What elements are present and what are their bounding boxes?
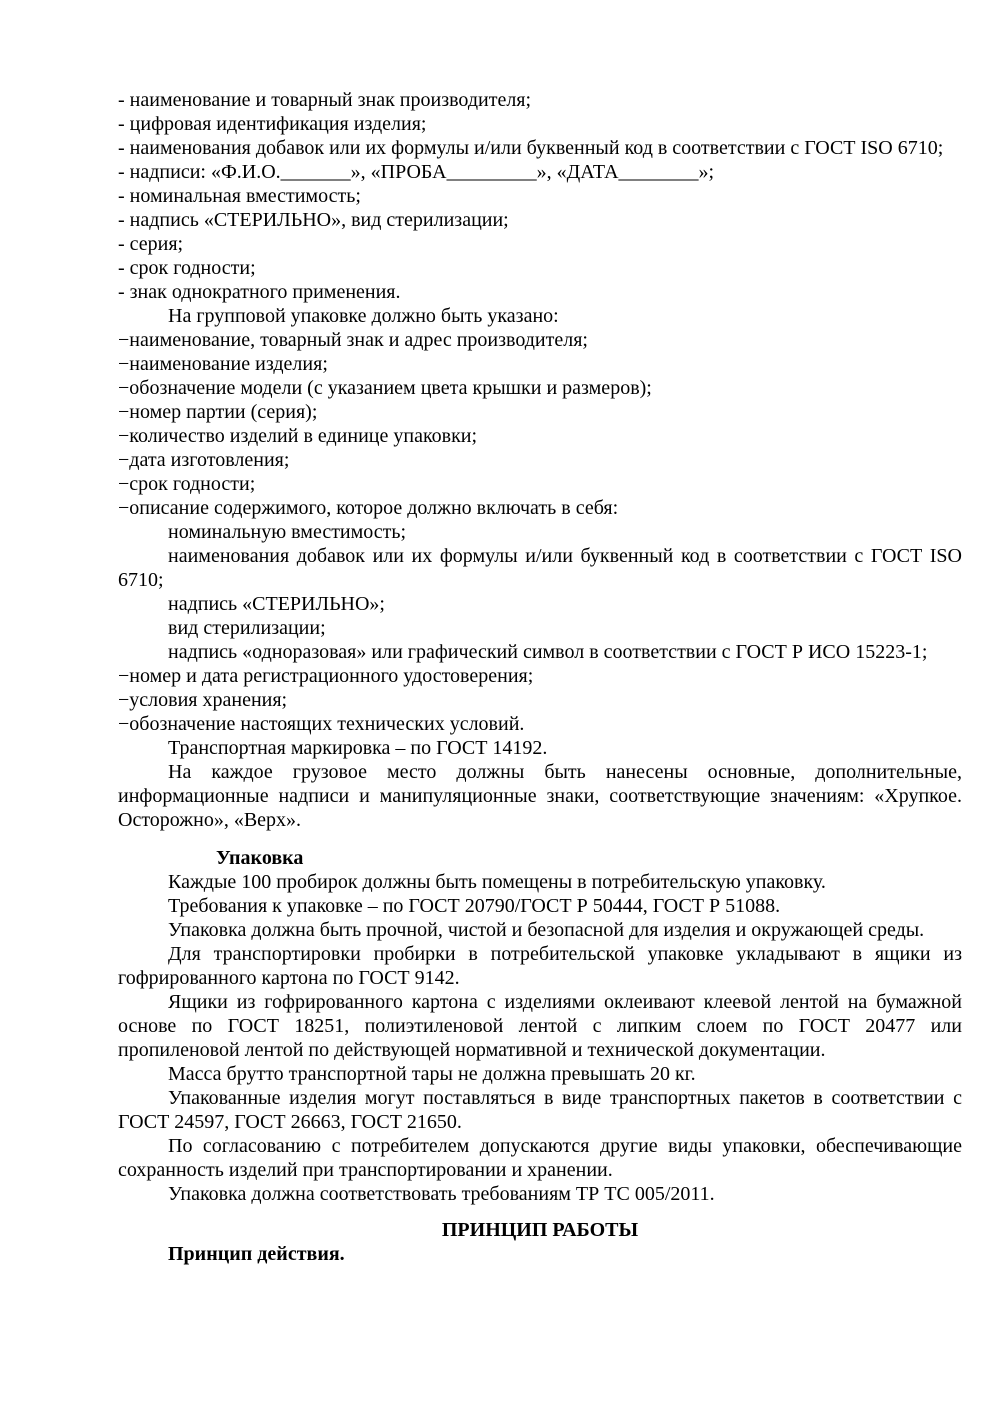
paragraph: На групповой упаковке должно быть указано: — [168, 305, 559, 327]
paragraph: Требования к упаковке – по ГОСТ 20790/ГОСТ Р 50444, ГОСТ Р 51088. — [168, 895, 781, 917]
list-item-hyphen: - серия; — [118, 233, 184, 255]
sub-list-item: наименования добавок или их формулы и/или буквенный код в соответствии с ГОСТ ISO 6710; — [118, 545, 962, 591]
list-item-hyphen: - надпись «СТЕРИЛЬНО», вид стерилизации; — [118, 209, 509, 231]
list-item-dash: −количество изделий в единице упаковки; — [118, 425, 478, 447]
list-item-dash: −номер партии (серия); — [118, 401, 318, 423]
list-item-hyphen: - номинальная вместимость; — [118, 185, 361, 207]
paragraph: Масса брутто транспортной тары не должна превышать 20 кг. — [168, 1063, 696, 1085]
list-item-dash: −срок годности; — [118, 473, 256, 495]
list-item-hyphen: - надписи: «Ф.И.О._______», «ПРОБА_________», «ДАТА________»; — [118, 161, 715, 183]
paragraph: Каждые 100 пробирок должны быть помещены в потребительскую упаковку. — [168, 871, 826, 893]
list-item-hyphen: - наименования добавок или их формулы и/или буквенный код в соответствии с ГОСТ ISO 6710; — [118, 137, 944, 159]
list-item-dash: −наименование изделия; — [118, 353, 328, 375]
list-item-dash: −условия хранения; — [118, 689, 288, 711]
paragraph: Для транспортировки пробирки в потребительской упаковке укладывают в ящики из гофрированного картона по ГОСТ 9142. — [118, 943, 962, 989]
list-item-hyphen: - знак однократного применения. — [118, 281, 401, 303]
paragraph: Упаковка должна соответствовать требованиям ТР ТС 005/2011. — [168, 1183, 715, 1205]
paragraph-bold: Принцип действия. — [168, 1243, 345, 1265]
sub-list-item: надпись «одноразовая» или графический символ в соответствии с ГОСТ Р ИСО 15223-1; — [168, 641, 928, 663]
list-item-dash: −обозначение модели (с указанием цвета крышки и размеров); — [118, 377, 652, 399]
list-item-dash: −наименование, товарный знак и адрес производителя; — [118, 329, 588, 351]
paragraph: Упакованные изделия могут поставляться в виде транспортных пакетов в соответствии с ГОСТ 24597, ГОСТ 26663, ГОСТ 21650. — [118, 1087, 962, 1133]
sub-list-item: вид стерилизации; — [168, 617, 326, 639]
section-title: ПРИНЦИП РАБОТЫ — [441, 1219, 639, 1241]
paragraph: Упаковка должна быть прочной, чистой и безопасной для изделия и окружающей среды. — [168, 919, 925, 941]
paragraph: Ящики из гофрированного картона с изделиями оклеивают клеевой лентой на бумажной основе по ГОСТ 18251, полиэтиленовой лентой с липким слоем по ГОСТ 20477 или пропиленовой лентой по действующей нормативной и технической документации. — [118, 991, 962, 1061]
list-item-hyphen: - цифровая идентификация изделия; — [118, 113, 427, 135]
sub-list-item: номинальную вместимость; — [168, 521, 407, 543]
paragraph: По согласованию с потребителем допускаются другие виды упаковки, обеспечивающие сохранность изделий при транспортировании и хранении. — [118, 1135, 962, 1181]
list-item-hyphen: - срок годности; — [118, 257, 256, 279]
list-item-dash: −номер и дата регистрационного удостоверения; — [118, 665, 534, 687]
section-heading: Упаковка — [216, 847, 304, 869]
list-item-hyphen: - наименование и товарный знак производителя; — [118, 89, 532, 111]
list-item-dash: −обозначение настоящих технических условий. — [118, 713, 525, 735]
sub-list-item: надпись «СТЕРИЛЬНО»; — [168, 593, 385, 615]
paragraph: На каждое грузовое место должны быть нанесены основные, дополнительные, информационные надписи и манипуляционные знаки, соответствующие значениям: «Хрупкое. Осторожно», «Верх». — [118, 761, 962, 831]
list-item-dash: −дата изготовления; — [118, 449, 290, 471]
paragraph: Транспортная маркировка – по ГОСТ 14192. — [168, 737, 548, 759]
list-item-dash: −описание содержимого, которое должно включать в себя: — [118, 497, 619, 519]
